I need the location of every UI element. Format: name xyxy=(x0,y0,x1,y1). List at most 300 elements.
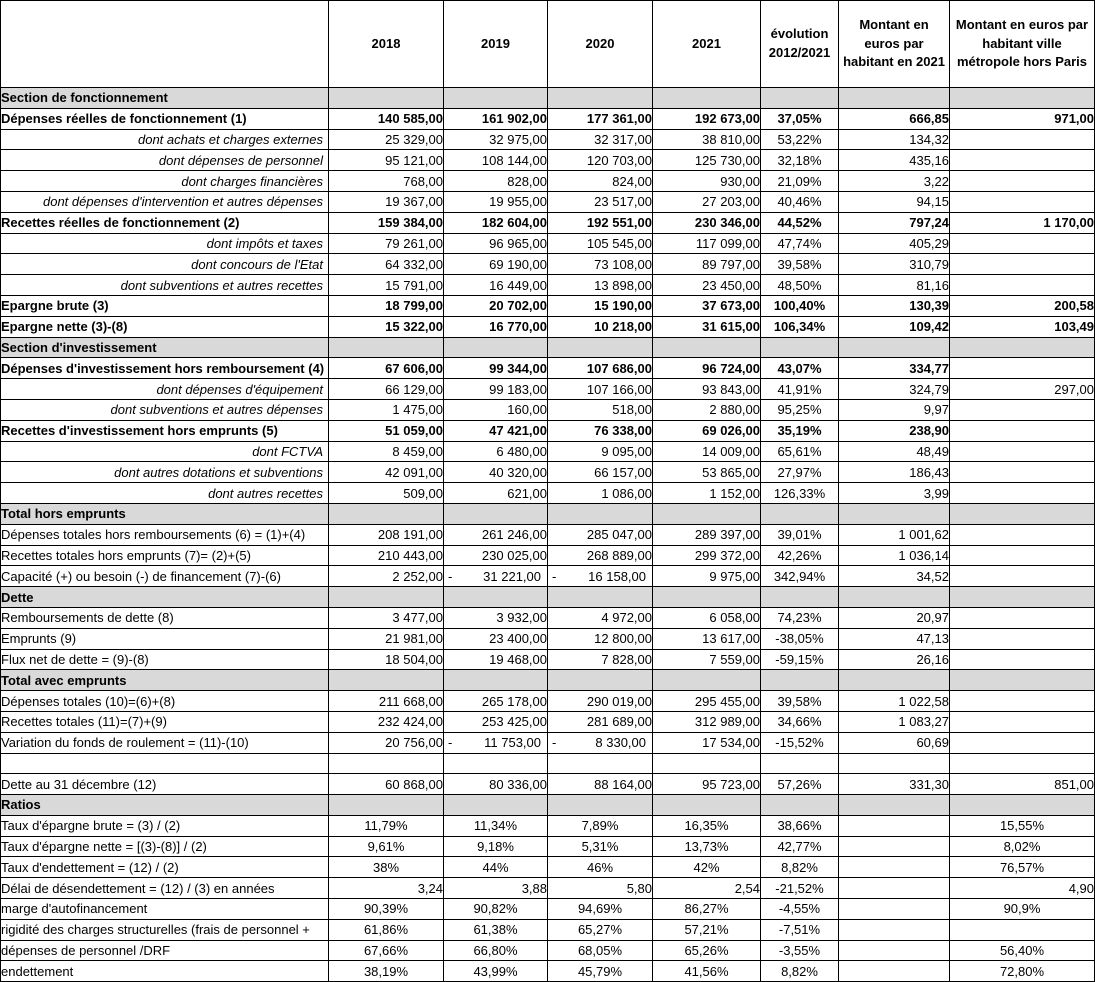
table-cell: 47 421,00 xyxy=(444,420,548,441)
table-cell: 342,94% xyxy=(761,566,839,587)
table-cell: 23 400,00 xyxy=(444,628,548,649)
row-label: Dette au 31 décembre (12) xyxy=(1,774,329,795)
section-row xyxy=(1,88,1095,109)
table-cell: 1 086,00 xyxy=(548,483,653,504)
table-cell: 125 730,00 xyxy=(653,150,761,171)
table-cell: 21 981,00 xyxy=(329,628,444,649)
table-cell: 5,80 xyxy=(548,878,653,899)
table-cell: -21,52% xyxy=(761,878,839,899)
table-cell xyxy=(548,337,653,358)
table-cell xyxy=(950,399,1095,420)
table-cell xyxy=(444,337,548,358)
row-label: Remboursements de dette (8) xyxy=(1,607,329,628)
table-row xyxy=(1,108,1095,129)
table-cell: 57,21% xyxy=(653,919,761,940)
table-cell: -38,05% xyxy=(761,628,839,649)
column-header: évolution 2012/2021 xyxy=(761,1,839,88)
table-cell: 47,13 xyxy=(839,628,950,649)
section-label: Dette xyxy=(1,587,329,608)
table-row xyxy=(1,961,1095,982)
table-cell: 13 898,00 xyxy=(548,275,653,296)
table-row xyxy=(1,524,1095,545)
table-cell: 9,18% xyxy=(444,836,548,857)
table-cell xyxy=(444,795,548,816)
row-label: Taux d'épargne brute = (3) / (2) xyxy=(1,815,329,836)
table-cell xyxy=(761,337,839,358)
table-cell: 90,82% xyxy=(444,899,548,920)
table-cell: 211 668,00 xyxy=(329,691,444,712)
table-cell: 9 095,00 xyxy=(548,441,653,462)
table-cell: 285 047,00 xyxy=(548,524,653,545)
cell-value: 31 221,00 xyxy=(483,568,541,584)
table-cell: 41,91% xyxy=(761,379,839,400)
table-row xyxy=(1,732,1095,753)
column-header: 2021 xyxy=(653,1,761,88)
table-cell xyxy=(950,649,1095,670)
table-cell: 824,00 xyxy=(548,171,653,192)
table-cell: 21,09% xyxy=(761,171,839,192)
table-row xyxy=(1,566,1095,587)
table-cell: 117 099,00 xyxy=(653,233,761,254)
table-cell: 20 702,00 xyxy=(444,295,548,316)
table-cell xyxy=(950,462,1095,483)
table-cell: 67,66% xyxy=(329,940,444,961)
table-cell xyxy=(950,191,1095,212)
table-cell: 64 332,00 xyxy=(329,254,444,275)
row-label xyxy=(1,753,329,774)
table-cell xyxy=(548,732,653,753)
table-cell: 66,80% xyxy=(444,940,548,961)
table-cell: 20 756,00 xyxy=(329,732,444,753)
table-cell: 69 190,00 xyxy=(444,254,548,275)
table-cell: 15 791,00 xyxy=(329,275,444,296)
table-cell: 8 459,00 xyxy=(329,441,444,462)
table-cell: 9,97 xyxy=(839,399,950,420)
table-body xyxy=(1,88,1095,982)
table-cell: 44,52% xyxy=(761,212,839,233)
spacer-row xyxy=(1,753,1095,774)
table-cell: 107 166,00 xyxy=(548,379,653,400)
table-cell: 34,66% xyxy=(761,711,839,732)
table-cell: 43,99% xyxy=(444,961,548,982)
table-cell xyxy=(653,88,761,109)
table-cell xyxy=(950,691,1095,712)
table-cell: 19 955,00 xyxy=(444,191,548,212)
table-cell: 90,39% xyxy=(329,899,444,920)
table-cell xyxy=(329,670,444,691)
table-cell: 67 606,00 xyxy=(329,358,444,379)
table-row xyxy=(1,233,1095,254)
table-cell xyxy=(839,503,950,524)
table-cell xyxy=(839,857,950,878)
table-cell xyxy=(761,587,839,608)
table-cell: 1 152,00 xyxy=(653,483,761,504)
table-cell: 76 338,00 xyxy=(548,420,653,441)
section-row xyxy=(1,337,1095,358)
row-label: dépenses de personnel /DRF xyxy=(1,940,329,961)
table-cell: 40 320,00 xyxy=(444,462,548,483)
row-label: Emprunts (9) xyxy=(1,628,329,649)
table-cell: 40,46% xyxy=(761,191,839,212)
table-cell: 1 170,00 xyxy=(950,212,1095,233)
table-cell: 41,56% xyxy=(653,961,761,982)
table-cell xyxy=(839,961,950,982)
table-cell: 95,25% xyxy=(761,399,839,420)
table-cell: 971,00 xyxy=(950,108,1095,129)
table-row xyxy=(1,878,1095,899)
cell-value: 16 158,00 xyxy=(588,568,646,584)
table-cell: 96 724,00 xyxy=(653,358,761,379)
table-row xyxy=(1,857,1095,878)
table-cell: 232 424,00 xyxy=(329,711,444,732)
table-cell: 310,79 xyxy=(839,254,950,275)
table-cell: 35,19% xyxy=(761,420,839,441)
table-cell: 80 336,00 xyxy=(444,774,548,795)
table-cell: 186,43 xyxy=(839,462,950,483)
table-cell xyxy=(653,337,761,358)
table-cell: 107 686,00 xyxy=(548,358,653,379)
table-cell: 19 367,00 xyxy=(329,191,444,212)
table-cell: 6 480,00 xyxy=(444,441,548,462)
section-label: Section de fonctionnement xyxy=(1,88,329,109)
table-cell xyxy=(950,441,1095,462)
table-cell: 9 975,00 xyxy=(653,566,761,587)
table-cell: 930,00 xyxy=(653,171,761,192)
table-row xyxy=(1,191,1095,212)
table-cell: 74,23% xyxy=(761,607,839,628)
table-cell: 95 723,00 xyxy=(653,774,761,795)
table-cell: 43,07% xyxy=(761,358,839,379)
table-cell: 23 517,00 xyxy=(548,191,653,212)
table-cell: 160,00 xyxy=(444,399,548,420)
table-cell: 177 361,00 xyxy=(548,108,653,129)
table-cell: 51 059,00 xyxy=(329,420,444,441)
table-row xyxy=(1,295,1095,316)
table-cell xyxy=(548,670,653,691)
table-cell: 182 604,00 xyxy=(444,212,548,233)
table-cell: -3,55% xyxy=(761,940,839,961)
table-cell xyxy=(444,670,548,691)
table-cell: 56,40% xyxy=(950,940,1095,961)
table-cell: 38,19% xyxy=(329,961,444,982)
negative-sign: - xyxy=(448,568,453,584)
table-cell: 39,58% xyxy=(761,691,839,712)
table-row xyxy=(1,462,1095,483)
table-cell xyxy=(950,503,1095,524)
table-cell: 1 083,27 xyxy=(839,711,950,732)
table-cell: 16 770,00 xyxy=(444,316,548,337)
table-cell: 60 868,00 xyxy=(329,774,444,795)
table-cell: 14 009,00 xyxy=(653,441,761,462)
table-cell: 3 932,00 xyxy=(444,607,548,628)
table-cell xyxy=(950,753,1095,774)
table-cell: 79 261,00 xyxy=(329,233,444,254)
table-row xyxy=(1,836,1095,857)
table-cell xyxy=(839,795,950,816)
table-row xyxy=(1,171,1095,192)
table-cell: 161 902,00 xyxy=(444,108,548,129)
table-cell: 281 689,00 xyxy=(548,711,653,732)
table-cell: 208 191,00 xyxy=(329,524,444,545)
table-cell: 15 322,00 xyxy=(329,316,444,337)
table-cell: 38 810,00 xyxy=(653,129,761,150)
table-cell: -15,52% xyxy=(761,732,839,753)
table-cell: 7,89% xyxy=(548,815,653,836)
table-cell: 435,16 xyxy=(839,150,950,171)
table-cell: 621,00 xyxy=(444,483,548,504)
table-row xyxy=(1,275,1095,296)
row-label: marge d'autofinancement xyxy=(1,899,329,920)
table-cell xyxy=(444,753,548,774)
row-label: Recettes d'investissement hors emprunts (5) xyxy=(1,420,329,441)
table-cell xyxy=(653,587,761,608)
table-cell: 2 252,00 xyxy=(329,566,444,587)
table-cell xyxy=(950,587,1095,608)
table-cell: 47,74% xyxy=(761,233,839,254)
table-cell: 76,57% xyxy=(950,857,1095,878)
table-row xyxy=(1,358,1095,379)
table-cell: 96 965,00 xyxy=(444,233,548,254)
table-cell: 27 203,00 xyxy=(653,191,761,212)
table-row xyxy=(1,649,1095,670)
column-header: 2019 xyxy=(444,1,548,88)
row-label: Variation du fonds de roulement = (11)-(10) xyxy=(1,732,329,753)
table-cell: 69 026,00 xyxy=(653,420,761,441)
table-row xyxy=(1,254,1095,275)
table-cell: 17 534,00 xyxy=(653,732,761,753)
table-cell: -59,15% xyxy=(761,649,839,670)
table-cell: 509,00 xyxy=(329,483,444,504)
table-cell: 103,49 xyxy=(950,316,1095,337)
table-cell: 5,31% xyxy=(548,836,653,857)
table-row xyxy=(1,628,1095,649)
table-cell: 42,77% xyxy=(761,836,839,857)
table-cell: 39,58% xyxy=(761,254,839,275)
table-cell: 42,26% xyxy=(761,545,839,566)
table-cell xyxy=(950,88,1095,109)
table-row xyxy=(1,815,1095,836)
table-row xyxy=(1,774,1095,795)
table-cell: 1 001,62 xyxy=(839,524,950,545)
table-cell: 108 144,00 xyxy=(444,150,548,171)
table-cell: 20,97 xyxy=(839,607,950,628)
table-cell xyxy=(839,815,950,836)
table-cell xyxy=(761,88,839,109)
table-cell: 3,24 xyxy=(329,878,444,899)
column-header: 2018 xyxy=(329,1,444,88)
section-label: Section d'investissement xyxy=(1,337,329,358)
table-cell xyxy=(839,670,950,691)
table-cell xyxy=(950,483,1095,504)
row-label: dont achats et charges externes xyxy=(1,129,329,150)
table-row xyxy=(1,607,1095,628)
table-cell: 238,90 xyxy=(839,420,950,441)
table-cell: 253 425,00 xyxy=(444,711,548,732)
table-cell: 42 091,00 xyxy=(329,462,444,483)
table-cell: 100,40% xyxy=(761,295,839,316)
table-cell: 99 183,00 xyxy=(444,379,548,400)
table-cell xyxy=(839,337,950,358)
table-cell: 10 218,00 xyxy=(548,316,653,337)
table-cell: 66 129,00 xyxy=(329,379,444,400)
table-cell xyxy=(950,795,1095,816)
table-cell: 828,00 xyxy=(444,171,548,192)
table-cell: 230 346,00 xyxy=(653,212,761,233)
table-cell xyxy=(839,587,950,608)
row-label: Recettes totales (11)=(7)+(9) xyxy=(1,711,329,732)
table-cell: 4,90 xyxy=(950,878,1095,899)
table-cell xyxy=(950,129,1095,150)
table-cell: 16,35% xyxy=(653,815,761,836)
table-cell: 93 843,00 xyxy=(653,379,761,400)
row-label: dont dépenses d'équipement xyxy=(1,379,329,400)
table-cell: 106,34% xyxy=(761,316,839,337)
table-cell: 65,26% xyxy=(653,940,761,961)
table-cell: 200,58 xyxy=(950,295,1095,316)
table-cell: 38% xyxy=(329,857,444,878)
table-cell xyxy=(950,919,1095,940)
table-cell: 299 372,00 xyxy=(653,545,761,566)
table-cell: 518,00 xyxy=(548,399,653,420)
table-cell: 61,38% xyxy=(444,919,548,940)
section-label: Total hors emprunts xyxy=(1,503,329,524)
table-cell: 46% xyxy=(548,857,653,878)
table-cell: 7 828,00 xyxy=(548,649,653,670)
table-cell: 312 989,00 xyxy=(653,711,761,732)
table-row xyxy=(1,316,1095,337)
table-cell xyxy=(950,566,1095,587)
table-row xyxy=(1,711,1095,732)
table-cell: 192 673,00 xyxy=(653,108,761,129)
table-cell xyxy=(761,753,839,774)
table-cell: 109,42 xyxy=(839,316,950,337)
table-cell: 3,22 xyxy=(839,171,950,192)
table-cell xyxy=(548,503,653,524)
table-cell: 44% xyxy=(444,857,548,878)
table-cell xyxy=(950,524,1095,545)
table-cell xyxy=(950,670,1095,691)
table-cell: 18 799,00 xyxy=(329,295,444,316)
table-cell: 61,86% xyxy=(329,919,444,940)
table-cell: 334,77 xyxy=(839,358,950,379)
section-row xyxy=(1,670,1095,691)
row-label: Capacité (+) ou besoin (-) de financement (7)-(6) xyxy=(1,566,329,587)
row-label: endettement xyxy=(1,961,329,982)
negative-sign: - xyxy=(448,735,453,751)
table-cell xyxy=(444,587,548,608)
table-cell: 13,73% xyxy=(653,836,761,857)
row-label: rigidité des charges structurelles (frais de personnel + xyxy=(1,919,329,940)
row-label: dont impôts et taxes xyxy=(1,233,329,254)
row-label: Taux d'endettement = (12) / (2) xyxy=(1,857,329,878)
table-cell xyxy=(548,88,653,109)
row-label: Recettes réelles de fonctionnement (2) xyxy=(1,212,329,233)
table-cell: 72,80% xyxy=(950,961,1095,982)
table-cell: 88 164,00 xyxy=(548,774,653,795)
row-label: Taux d'épargne nette = [(3)-(8)] / (2) xyxy=(1,836,329,857)
table-cell: 23 450,00 xyxy=(653,275,761,296)
table-cell: 6 058,00 xyxy=(653,607,761,628)
table-cell: 16 449,00 xyxy=(444,275,548,296)
table-cell: 42% xyxy=(653,857,761,878)
table-cell xyxy=(839,836,950,857)
table-cell: 4 972,00 xyxy=(548,607,653,628)
table-cell: 3 477,00 xyxy=(329,607,444,628)
table-cell xyxy=(653,795,761,816)
table-cell: 797,24 xyxy=(839,212,950,233)
table-cell xyxy=(444,88,548,109)
row-label: Dépenses totales (10)=(6)+(8) xyxy=(1,691,329,712)
table-cell xyxy=(329,587,444,608)
table-cell: 99 344,00 xyxy=(444,358,548,379)
table-cell: -7,51% xyxy=(761,919,839,940)
table-cell: 90,9% xyxy=(950,899,1095,920)
header-row xyxy=(1,1,1095,88)
table-cell: 57,26% xyxy=(761,774,839,795)
table-cell xyxy=(444,732,548,753)
table-cell xyxy=(950,275,1095,296)
section-row xyxy=(1,795,1095,816)
table-cell: 851,00 xyxy=(950,774,1095,795)
table-cell: 32 317,00 xyxy=(548,129,653,150)
table-cell: 15,55% xyxy=(950,815,1095,836)
row-label: Dépenses totales hors remboursements (6) = (1)+(4) xyxy=(1,524,329,545)
table-row xyxy=(1,899,1095,920)
table-cell xyxy=(950,150,1095,171)
row-label: dont dépenses d'intervention et autres dépenses xyxy=(1,191,329,212)
table-cell xyxy=(950,233,1095,254)
table-cell: 192 551,00 xyxy=(548,212,653,233)
table-cell: 8,02% xyxy=(950,836,1095,857)
table-cell: 3,88 xyxy=(444,878,548,899)
table-cell xyxy=(839,899,950,920)
table-cell: 666,85 xyxy=(839,108,950,129)
table-cell xyxy=(548,566,653,587)
table-cell: 37,05% xyxy=(761,108,839,129)
table-cell: 94,15 xyxy=(839,191,950,212)
negative-sign: - xyxy=(552,735,557,751)
column-header: 2020 xyxy=(548,1,653,88)
table-cell: 295 455,00 xyxy=(653,691,761,712)
table-cell: 2,54 xyxy=(653,878,761,899)
row-label: Recettes totales hors emprunts (7)= (2)+(5) xyxy=(1,545,329,566)
row-label: Dépenses réelles de fonctionnement (1) xyxy=(1,108,329,129)
table-cell: -4,55% xyxy=(761,899,839,920)
table-cell: 3,99 xyxy=(839,483,950,504)
row-label: Flux net de dette = (9)-(8) xyxy=(1,649,329,670)
table-cell: 8,82% xyxy=(761,961,839,982)
section-row xyxy=(1,503,1095,524)
table-row xyxy=(1,420,1095,441)
table-cell: 261 246,00 xyxy=(444,524,548,545)
table-row xyxy=(1,483,1095,504)
table-cell: 65,61% xyxy=(761,441,839,462)
table-row xyxy=(1,129,1095,150)
table-cell: 53 865,00 xyxy=(653,462,761,483)
table-cell xyxy=(950,171,1095,192)
table-cell: 105 545,00 xyxy=(548,233,653,254)
table-cell: 81,16 xyxy=(839,275,950,296)
table-row xyxy=(1,691,1095,712)
table-cell: 331,30 xyxy=(839,774,950,795)
row-label: dont dépenses de personnel xyxy=(1,150,329,171)
table-cell xyxy=(950,607,1095,628)
table-cell: 1 036,14 xyxy=(839,545,950,566)
table-cell: 39,01% xyxy=(761,524,839,545)
table-cell xyxy=(329,753,444,774)
table-cell: 126,33% xyxy=(761,483,839,504)
section-label: Total avec emprunts xyxy=(1,670,329,691)
